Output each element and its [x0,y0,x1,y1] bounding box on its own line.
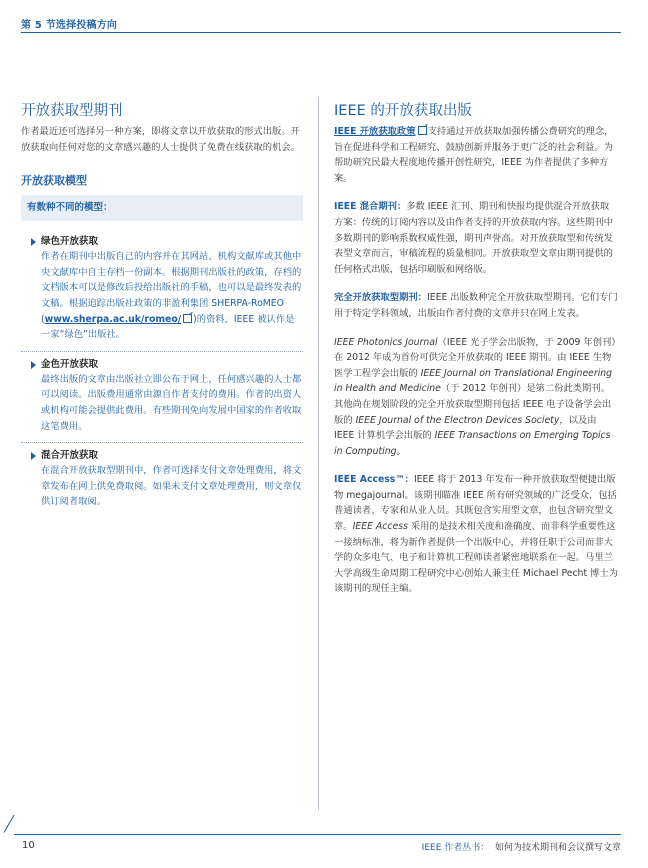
bullet-green-oa [21,235,303,343]
bullet-text: 最终出版的文章由出版社立即公布于网上，任何感兴趣的人士都可以阅读。出版费用通常由源自作者支付的费用。作者的出资人或机构可能会提供此费用。有些期刊免向发展中国家的作者收取这笔费用。 [41,373,302,432]
bullet-arrow-icon [31,238,36,246]
section-label: 第 5 节选择投稿方向 [21,20,118,31]
bullet-arrow-icon [31,361,36,369]
full-oa-journals-paragraph: 完全开放获取型期刊：IEEE 出版数种完全开放获取型期刊。它们专门用于特定学科领域，出版由作者付费的文章并只在网上发表。 [334,292,618,319]
bullet-arrow-icon [31,452,36,460]
hybrid-journals-paragraph: IEEE 混合期刊：多数 IEEE 汇刊、期刊和快报均提供混合开放获取方案：传统的订阅内容以及由作者支持的开放获取内容。这些期刊中多数期刊的影响系数权威性强，期刊声誉高。对开放获取型和传统发表型文章而言，审稿流程的质量相同。开放获取型文章由期刊提供的任何格式出版，包括印刷版和网络版。 [334,201,613,275]
right-column [334,101,618,597]
bullet-title: 绿色开放获取 [41,236,99,248]
photonics-journal-paragraph: IEEE Photonics Journal（IEEE 光子学会出版物，于 2009 年创刊）在 2012 年成为首份可供完全开放获取的 IEEE 期刊。由 IEEE 生物医学工程学会出版的 IEEE Journal on Translational Engineering in Health and Medicine（于 2012 年创刊）是第二份此类期刊。其他尚在规划阶段的完全开放获取型期刊包括 IEEE 电子设备学会出版的 IEEE Journal of the Electron Devices Society，以及由 IEEE 计算机学会出版的 IEEE Transactions on Emerging Topics in Computing。 [334,336,616,457]
footer-series-title: IEEE 作者丛书： 如何为技术期刊和会议撰写文章 [421,843,621,853]
open-access-models-title: 开放获取模型 [21,174,87,188]
header-rule [21,32,621,33]
bullet-text: 在混合开放获取型期刊中，作者可选择支付文章处理费用，将文章发布在网上供免费取阅。如果未支付文章处理费用，则文章仅供订阅者取阅。 [41,465,302,508]
ieee-oa-publishing-title: IEEE 的开放获取出版 [334,103,472,119]
models-box-heading: 有数种不同的模型： [21,195,303,221]
ieee-access-paragraph: IEEE Access™：IEEE 将于 2013 年发布一种开放获取型便捷出版物 megajournal。该期刊瞄准 IEEE 所有研究领域的广泛受众，包括普通读者、专家和从业人员。其既包含实用型文章，也包含研究型文章。IEEE Access 采用的是技术相关度和准确度、而非科学重要性这一接纳标准，将为新作者提供一个出版中心，并将任职于公司而非大学的众多电气、电子和计算机工程师读者紧密地联系在一起。马里兰大学高级生命周期工程研究中心创始人兼主任 Michael Pecht 博士为该期刊的现任主编。 [334,474,618,595]
oa-policy-paragraph: IEEE 开放获取政策 支持通过开放获取加强传播公费研究的理念，旨在促进科学和工程研究、鼓励创新并服务于更广泛的社会利益。为帮助研究民最大程度地传播开创性研究，IEEE 为作者提供了多种方案。 [334,126,614,184]
external-link-icon [418,126,427,135]
footer-slash-decoration [4,815,15,833]
bullet-title: 金色开放获取 [41,358,99,370]
open-access-intro: 作者最近还可选择另一种方案，即将文章以开放获取的形式出版。开放获取向任何对您的文章感兴趣的人士提供了免费在线获取的机会。 [21,126,300,153]
column-divider [318,97,319,810]
bullet-text: 作者在期刊中出版自己的内容并在其网站、机构文献库或其他中央文献库中自主存档一份副本。根据期刊出版社的政策，存档的文档版本可以是修改后投给出版社的手稿，也可以是最终发表的文稿。根据追踪出版社政策的非盈利集团 SHERPA-RoMEO (www.sherpa.ac.uk/romeo/ )的资料，IEEE 被认作是一家“绿色”出版社。 [41,251,302,341]
bullet-title: 混合开放获取 [41,450,99,462]
oa-policy-link[interactable]: IEEE 开放获取政策 [334,126,416,137]
bullet-hybrid-oa [21,442,303,510]
footer-rule [14,834,621,835]
bullet-gold-oa [21,351,303,434]
left-column [21,101,303,510]
open-access-journals-title: 开放获取型期刊 [21,103,123,119]
page-number: 10 [22,840,35,851]
sherpa-link[interactable]: www.sherpa.ac.uk/romeo/ [44,313,182,325]
external-link-icon [183,314,192,323]
